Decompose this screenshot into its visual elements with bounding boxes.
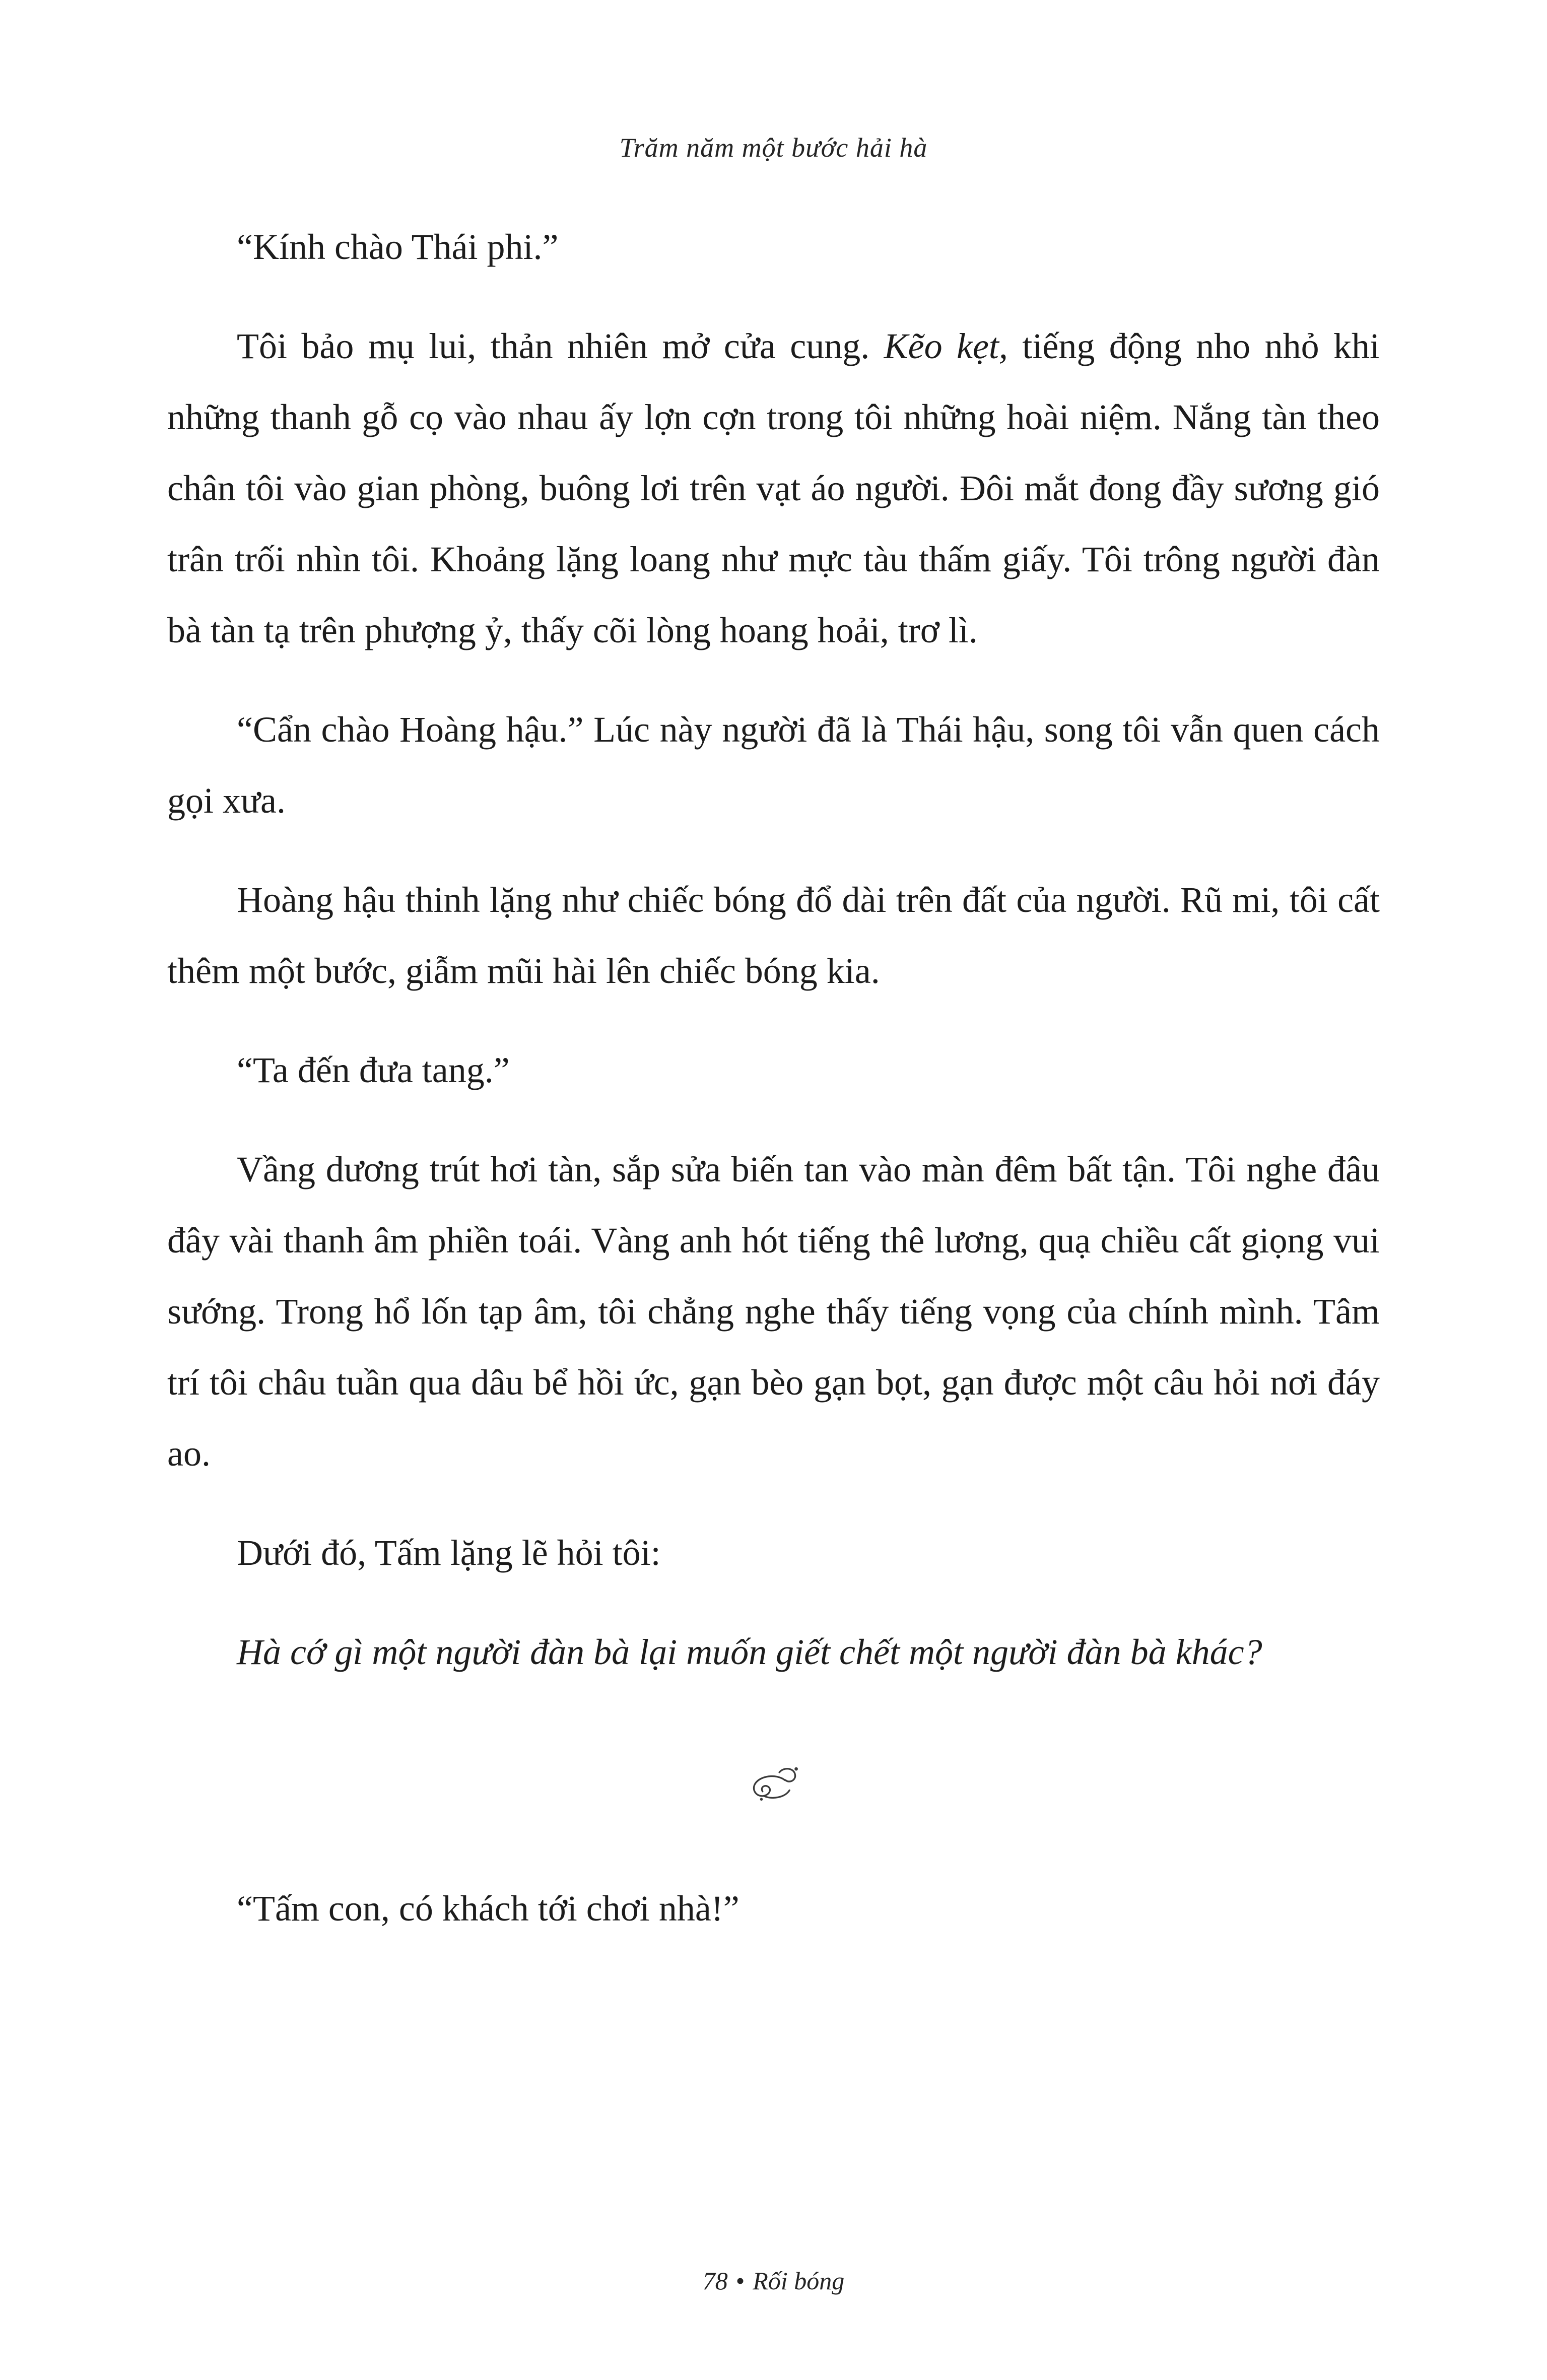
- paragraph: [167, 1873, 1380, 1944]
- paragraph: [167, 694, 1380, 836]
- footer-separator: •: [735, 2267, 745, 2295]
- text-run: Hoàng hậu thinh lặng như chiếc bóng đổ dài trên đất của người. Rũ mi, tôi cất thêm một bước, giẫm mũi hài lên chiếc bóng kia.: [167, 880, 1380, 991]
- text-run: “Kính chào Thái phi.”: [237, 227, 559, 267]
- text-run: tiếng động nho nhỏ khi những thanh gỗ cọ vào nhau ấy lợn cợn trong tôi những hoài niệm. Nắng tàn theo chân tôi vào gian phòng, buông lơi trên vạt áo người. Đôi mắt đong đầy sương gió trân trối nhìn tôi. Khoảng lặng loang như mực tàu thấm giấy. Tôi trông người đàn bà tàn tạ trên phượng ỷ, thấy cõi lòng hoang hoải, trơ lì.: [167, 326, 1380, 650]
- paragraph: [167, 1134, 1380, 1489]
- text-run: Tôi bảo mụ lui, thản nhiên mở cửa cung.: [237, 326, 884, 366]
- chapter-title: Rối bóng: [753, 2267, 845, 2295]
- running-head: Trăm năm một bước hải hà: [619, 133, 928, 163]
- page-content: [167, 212, 1380, 1972]
- text-run: Kẽo kẹt,: [884, 326, 1008, 366]
- section-break: [167, 1763, 1380, 1803]
- text-run: Vầng dương trút hơi tàn, sắp sửa biến tan vào màn đêm bất tận. Tôi nghe đâu đây vài thanh âm phiền toái. Vàng anh hót tiếng thê lương, quạ chiều cất giọng vui sướng. Trong hổ lốn tạp âm, tôi chẳng nghe thấy tiếng vọng của chính mình. Tâm trí tôi châu tuần qua dâu bể hồi ức, gạn bèo gạn bọt, gạn được một câu hỏi nơi đáy ao.: [167, 1149, 1380, 1474]
- text-run: “Cẩn chào Hoàng hậu.” Lúc này người đã là Thái hậu, song tôi vẫn quen cách gọi xưa.: [167, 709, 1380, 821]
- paragraph: [167, 1035, 1380, 1106]
- ornament-icon: [746, 1763, 802, 1803]
- paragraph: [167, 311, 1380, 666]
- paragraph: [167, 212, 1380, 283]
- paragraphs-bottom: [167, 1873, 1380, 1944]
- text-run: Hà cớ gì một người đàn bà lại muốn giết chết một người đàn bà khác?: [237, 1632, 1262, 1672]
- paragraph: [167, 865, 1380, 1007]
- text-run: “Ta đến đưa tang.”: [237, 1050, 510, 1090]
- paragraphs-top: [167, 212, 1380, 1688]
- page-number: 78: [702, 2267, 728, 2295]
- paragraph: [167, 1517, 1380, 1589]
- page-footer: [0, 2266, 1547, 2295]
- text-run: Dưới đó, Tấm lặng lẽ hỏi tôi:: [237, 1533, 661, 1573]
- text-run: “Tấm con, có khách tới chơi nhà!”: [237, 1888, 739, 1929]
- paragraph: [167, 1617, 1380, 1688]
